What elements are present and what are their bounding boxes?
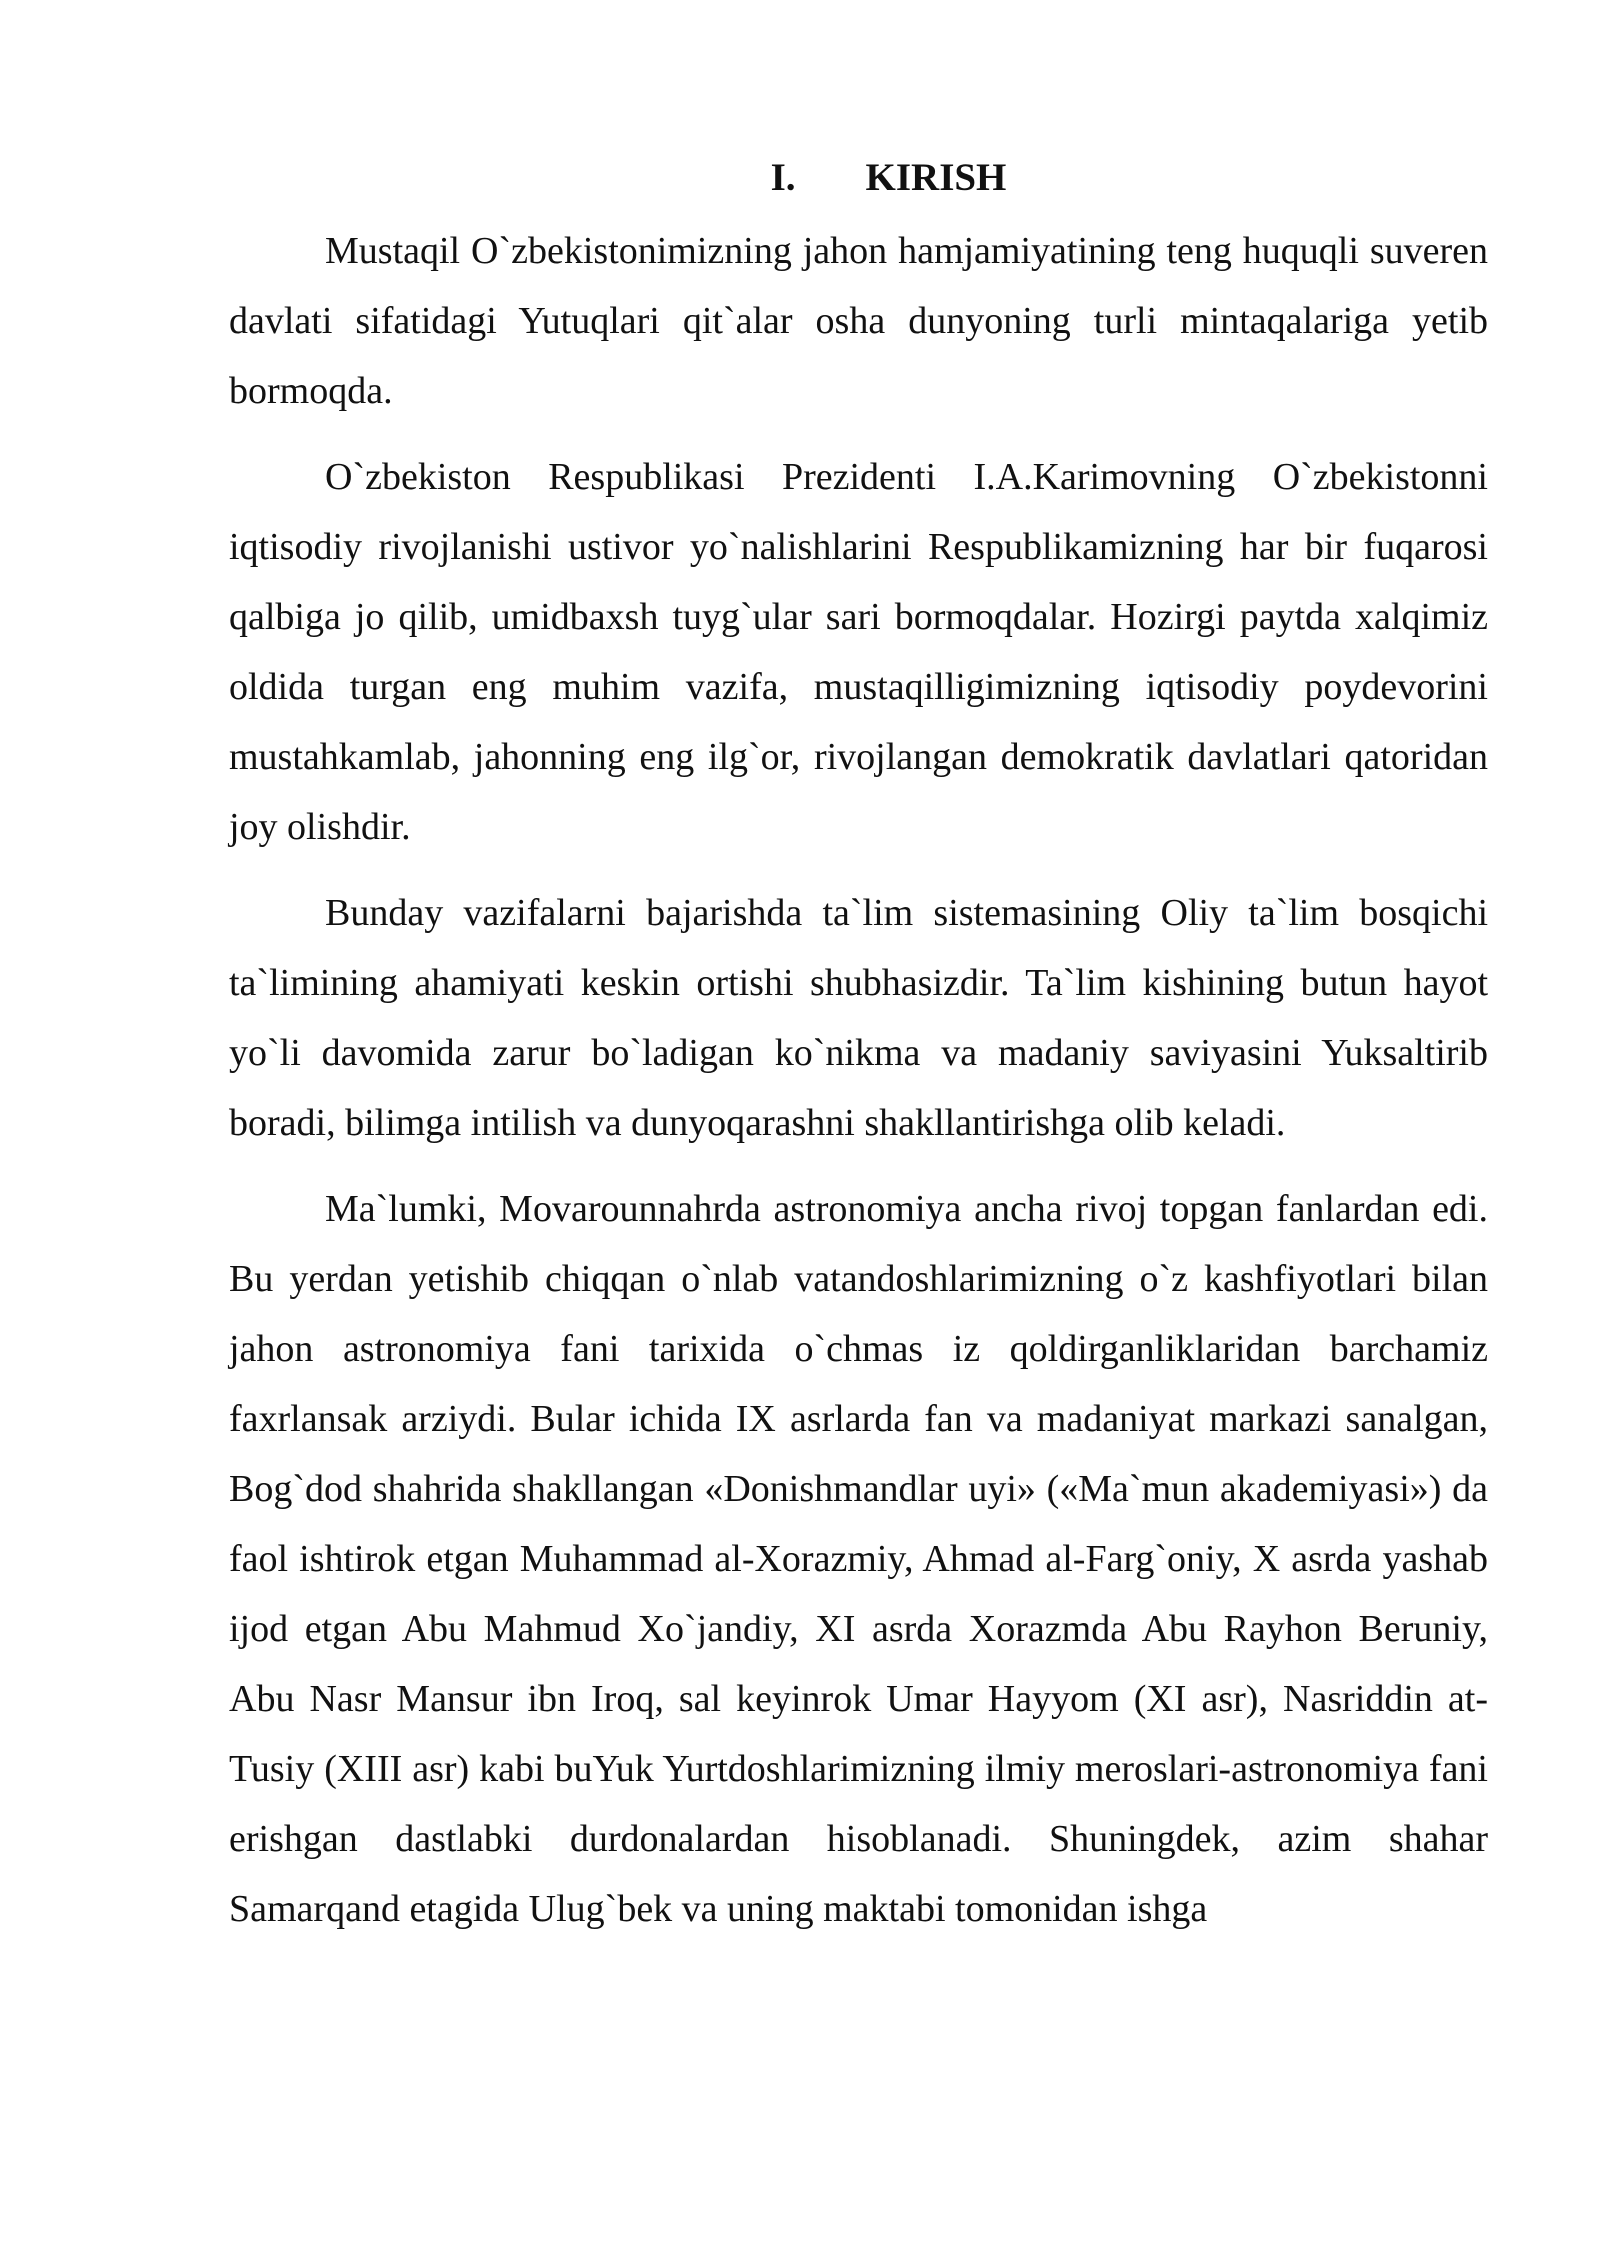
section-heading bbox=[229, 150, 1488, 206]
paragraph-3: Bunday vazifalarni bajarishda ta`lim sistemasining Oliy ta`lim bosqichi ta`limining ahamiyati keskin ortishi shubhasizdir. Ta`lim kishining butun hayot yo`li davomida zarur bo`ladigan ko`nikma va madaniy saviyasini Yuksaltirib boradi, bilimga intilish va dunyoqarashni shakllantirishga olib keladi. bbox=[229, 892, 1488, 1144]
section-title: KIRISH bbox=[865, 156, 1007, 199]
paragraph-2: O`zbekiston Respublikasi Prezidenti I.A.Karimovning O`zbekistonni iqtisodiy rivojlanishi ustivor yo`nalishlarini Respublikamizning har bir fuqarosi qalbiga jo qilib, umidbaxsh tuyg`ular sari bormoqdalar. Hozirgi paytda xalqimiz oldida turgan eng muhim vazifa, mustaqilligimizning iqtisodiy poydevorini mustahkamlab, jahonning eng ilg`or, rivojlangan demokratik davlatlari qatoridan joy olishdir. bbox=[229, 456, 1488, 848]
section-number: I. bbox=[770, 156, 796, 199]
page-content bbox=[229, 150, 1488, 1960]
paragraph-4: Ma`lumki, Movarounnahrda astronomiya ancha rivoj topgan fanlardan edi. Bu yerdan yetishib chiqqan o`nlab vatandoshlarimizning o`z kashfiyotlari bilan jahon astronomiya fani tarixida o`chmas iz qoldirganliklaridan barchamiz faxrlansak arziydi. Bular ichida IX asrlarda fan va madaniyat markazi sanalgan, Bog`dod shahrida shakllangan «Donishmandlar uyi» («Ma`mun akademiyasi») da faol ishtirok etgan Muhammad al-Xorazmiy, Ahmad al-Farg`oniy, X asrda yashab ijod etgan Abu Mahmud Xo`jandiy, XI asrda Xorazmda Abu Rayhon Beruniy, Abu Nasr Mansur ibn Iroq, sal keyinrok Umar Hayyom (XI asr), Nasriddin at-Tusiy (XIII asr) kabi buYuk Yurtdoshlarimizning ilmiy meroslari-astronomiya fani erishgan dastlabki durdonalardan hisoblanadi. Shuningdek, azim shahar Samarqand etagida Ulug`bek va uning maktabi tomonidan ishga bbox=[229, 1188, 1488, 1930]
paragraph-1: Mustaqil O`zbekistonimizning jahon hamjamiyatining teng huquqli suveren davlati sifatidagi Yutuqlari qit`alar osha dunyoning turli mintaqalariga yetib bormoqda. bbox=[229, 230, 1488, 412]
